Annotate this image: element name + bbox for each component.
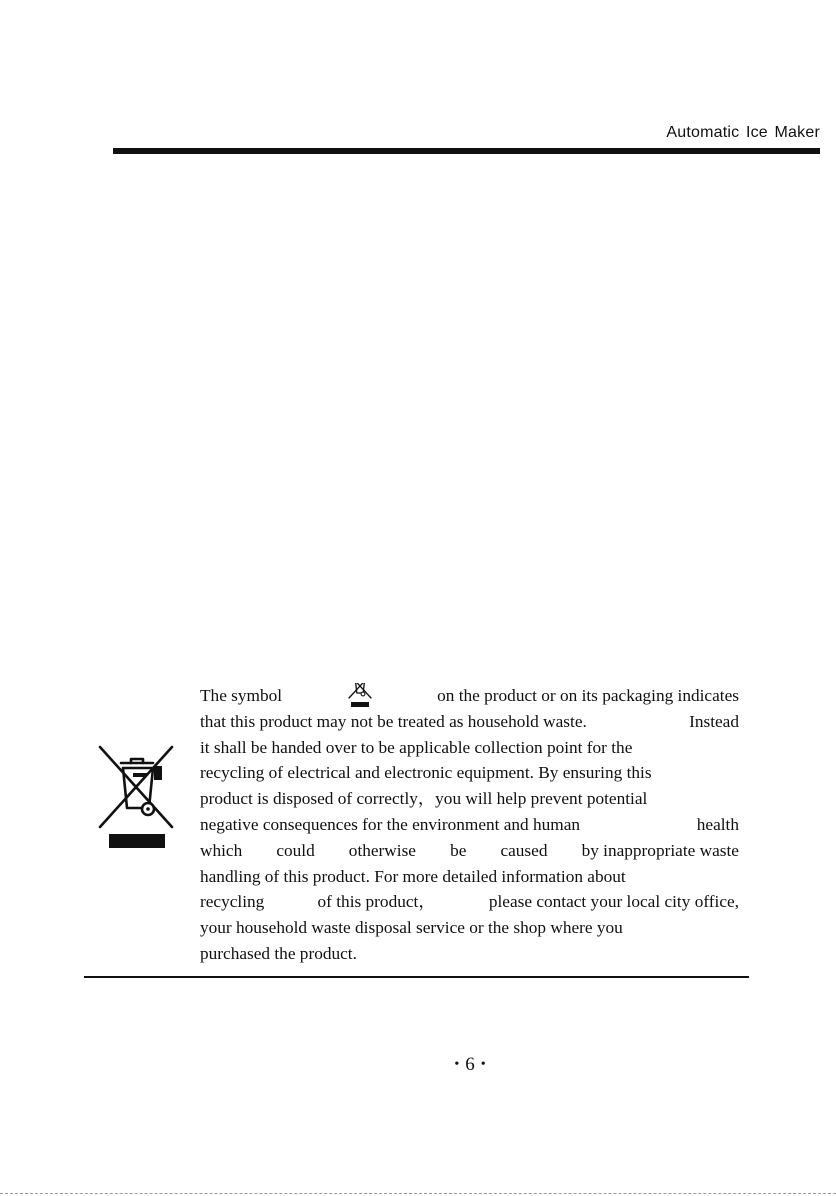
text-line [200, 709, 739, 735]
text-segment: health [696, 814, 739, 834]
text-line [200, 838, 739, 864]
text-line [200, 941, 739, 967]
text-line [200, 735, 739, 761]
text-segment: product is disposed of correctly，you will help prevent potential [200, 789, 648, 809]
document-header-title: Automatic Ice Maker [666, 124, 820, 141]
text-segment: The symbol [200, 686, 283, 705]
text-segment: of this product， [317, 892, 436, 912]
text-segment: otherwise [348, 840, 416, 860]
text-segment: recycling of electrical and electronic equipment. By ensuring this [200, 763, 652, 783]
text-segment: by inappropriate waste [581, 840, 739, 860]
text-segment: be [450, 840, 467, 860]
text-line [200, 889, 739, 915]
text-line [200, 864, 739, 890]
text-line [200, 915, 739, 941]
page-cut-line [0, 1193, 836, 1194]
crossed-out-wheeled-bin-icon [98, 744, 176, 850]
bottom-rule [84, 976, 749, 978]
text-line [200, 760, 739, 786]
page-number-bullet-left: • [454, 1057, 460, 1072]
text-segment: that this product may not be treated as household waste. [200, 711, 587, 731]
text-segment: please contact your local city office, [488, 892, 739, 912]
text-segment: handling of this product. For more detailed information about [200, 866, 626, 886]
text-segment: negative consequences for the environment and human [200, 814, 581, 834]
text-segment: it shall be handed over to be applicable collection point for the [200, 737, 633, 757]
text-segment: your household waste disposal service or the shop where you [200, 918, 623, 938]
page-number-value: 6 [465, 1054, 475, 1075]
disposal-notice-paragraph [200, 683, 739, 967]
text-segment: caused [500, 840, 548, 860]
text-line [200, 812, 739, 838]
text-segment: Instead [689, 711, 739, 731]
text-segment: could [276, 840, 315, 860]
page-number [0, 1054, 836, 1076]
page-number-bullet-right: • [480, 1057, 486, 1072]
text-line [200, 786, 739, 812]
header-rule [113, 148, 820, 154]
text-line [200, 683, 739, 709]
text-segment: recycling [200, 892, 265, 912]
text-segment: which [200, 840, 243, 860]
crossed-out-wheeled-bin-icon [347, 683, 373, 709]
text-segment: on the product or on its packaging indicates [437, 686, 739, 705]
text-segment: purchased the product. [200, 943, 357, 963]
